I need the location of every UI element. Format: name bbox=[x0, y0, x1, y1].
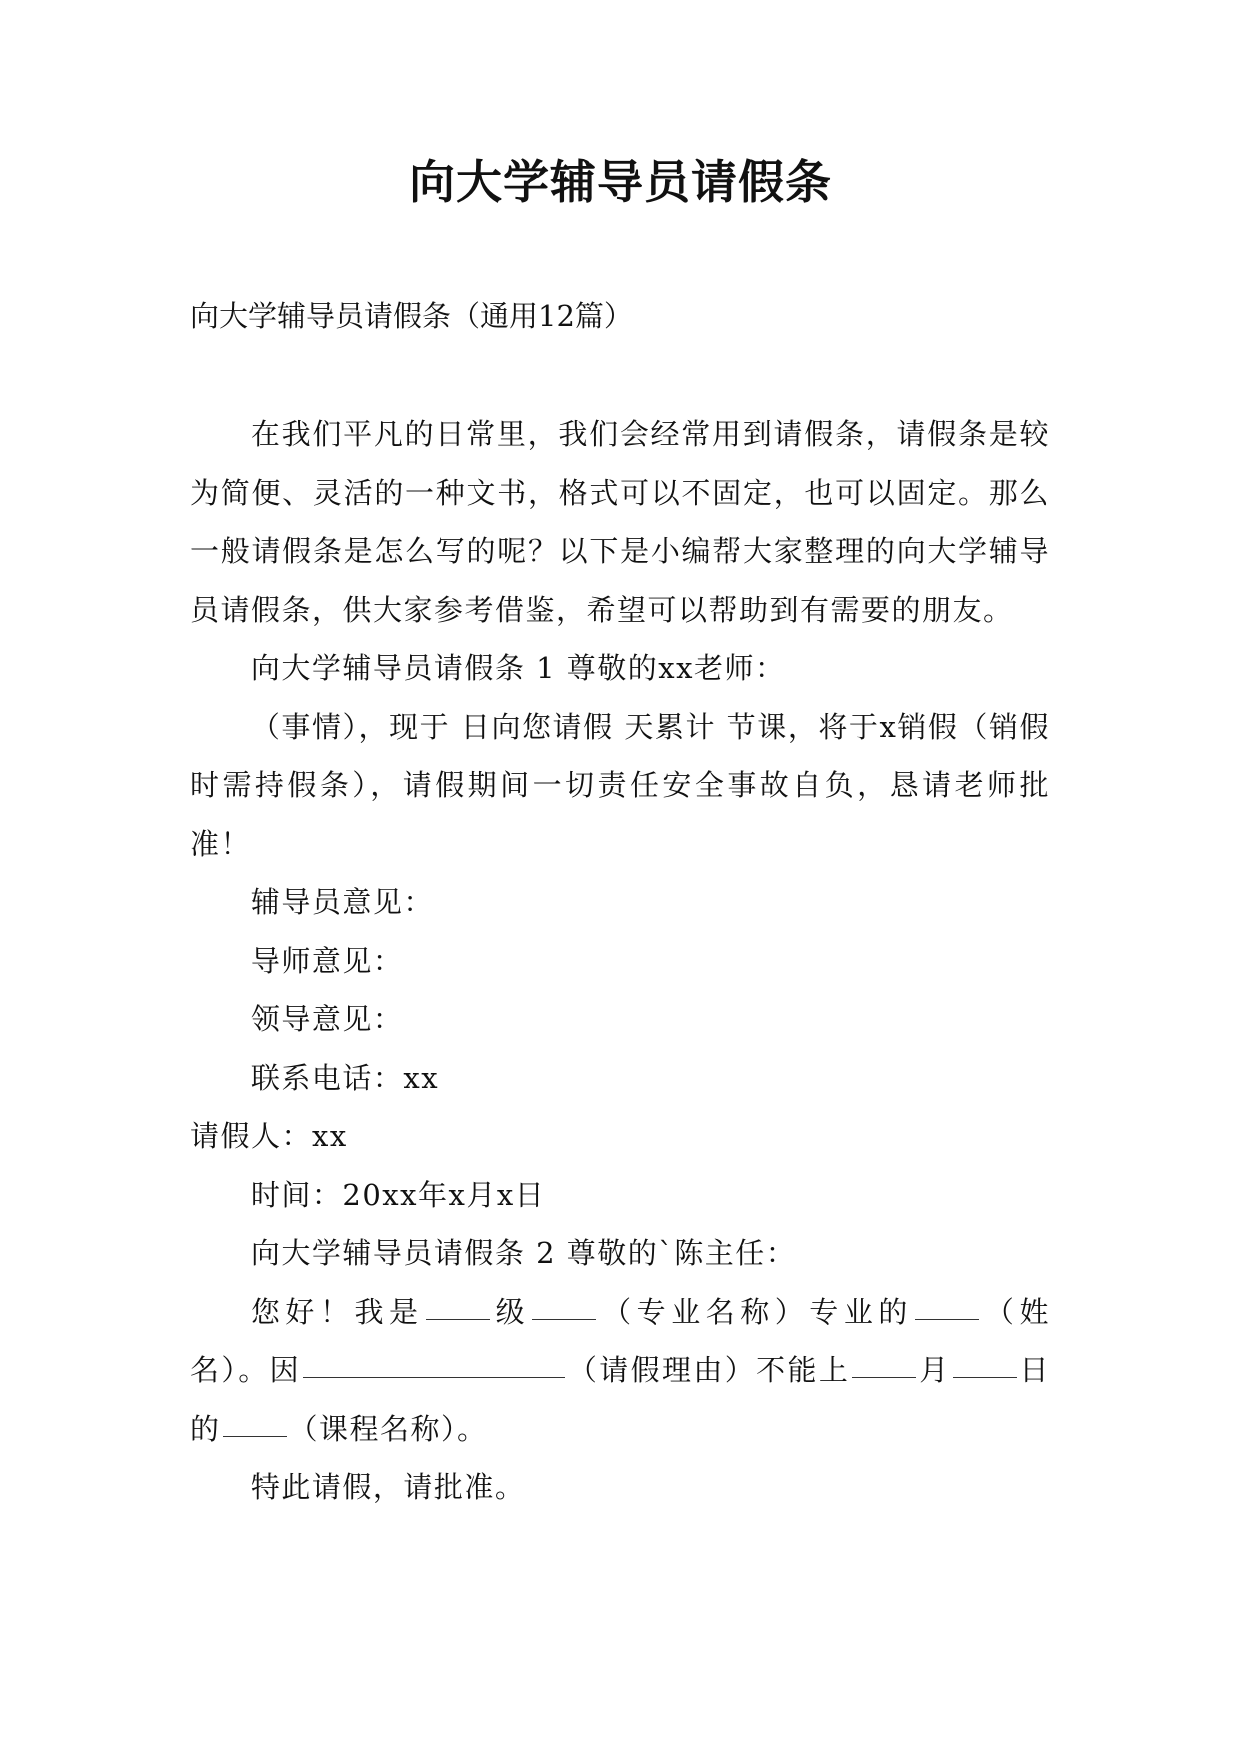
day-blank bbox=[953, 1348, 1017, 1378]
note1-heading: 向大学辅导员请假条 1 尊敬的xx老师： bbox=[250, 651, 786, 685]
month-blank bbox=[852, 1348, 916, 1378]
document-subtitle: 向大学辅导员请假条（通用12篇） bbox=[190, 299, 633, 333]
note2-text-5: （请假理由）不能上 bbox=[567, 1353, 851, 1387]
grade-blank bbox=[426, 1290, 490, 1320]
document-body bbox=[190, 405, 1050, 1517]
document-title: 向大学辅导员请假条 bbox=[409, 155, 832, 209]
note2-body bbox=[190, 1283, 1050, 1459]
note2-text-6: 月 bbox=[918, 1353, 951, 1387]
counselor-opinion: 辅导员意见： bbox=[250, 885, 434, 919]
intro-paragraph: 在我们平凡的日常里，我们会经常用到请假条，请假条是较为简便、灵活的一种文书，格式可以不固定，也可以固定。那么一般请假条是怎么写的呢？以下是小编帮大家整理的向大学辅导员请假条，供大家参考借鉴，希望可以帮助到有需要的朋友。 bbox=[190, 417, 1050, 627]
applicant-line: 请假人：xx bbox=[190, 1119, 348, 1153]
tutor-opinion: 导师意见： bbox=[250, 943, 404, 978]
note2-text-3: （专业名称）专业的 bbox=[598, 1294, 913, 1329]
note1-body: （事情），现于 日向您请假 天累计 节课，将于x销假（销假时需持假条），请假期间一切责任安全事故自负，恳请老师批准！ bbox=[190, 709, 1050, 861]
note2-text-7: 日的 bbox=[190, 1353, 1050, 1446]
class-blank bbox=[532, 1290, 596, 1320]
student-blank bbox=[915, 1290, 979, 1320]
reason-blank bbox=[303, 1348, 565, 1378]
date-line: 时间：20xx年x月x日 bbox=[250, 1177, 546, 1212]
note2-heading: 向大学辅导员请假条 2 尊敬的`陈主任： bbox=[250, 1236, 797, 1270]
course-blank bbox=[223, 1407, 287, 1437]
leader-opinion: 领导意见： bbox=[250, 1002, 404, 1036]
note2-text-2: 级 bbox=[491, 1294, 531, 1329]
note2-text-8: （课程名称）。 bbox=[288, 1411, 488, 1446]
note2-text-4: （姓名）。因 bbox=[190, 1294, 1050, 1387]
note2-text-1: 您好！我是 bbox=[250, 1294, 424, 1329]
note2-closing: 特此请假，请批准。 bbox=[250, 1470, 526, 1504]
contact-phone: 联系电话：xx bbox=[250, 1060, 440, 1095]
